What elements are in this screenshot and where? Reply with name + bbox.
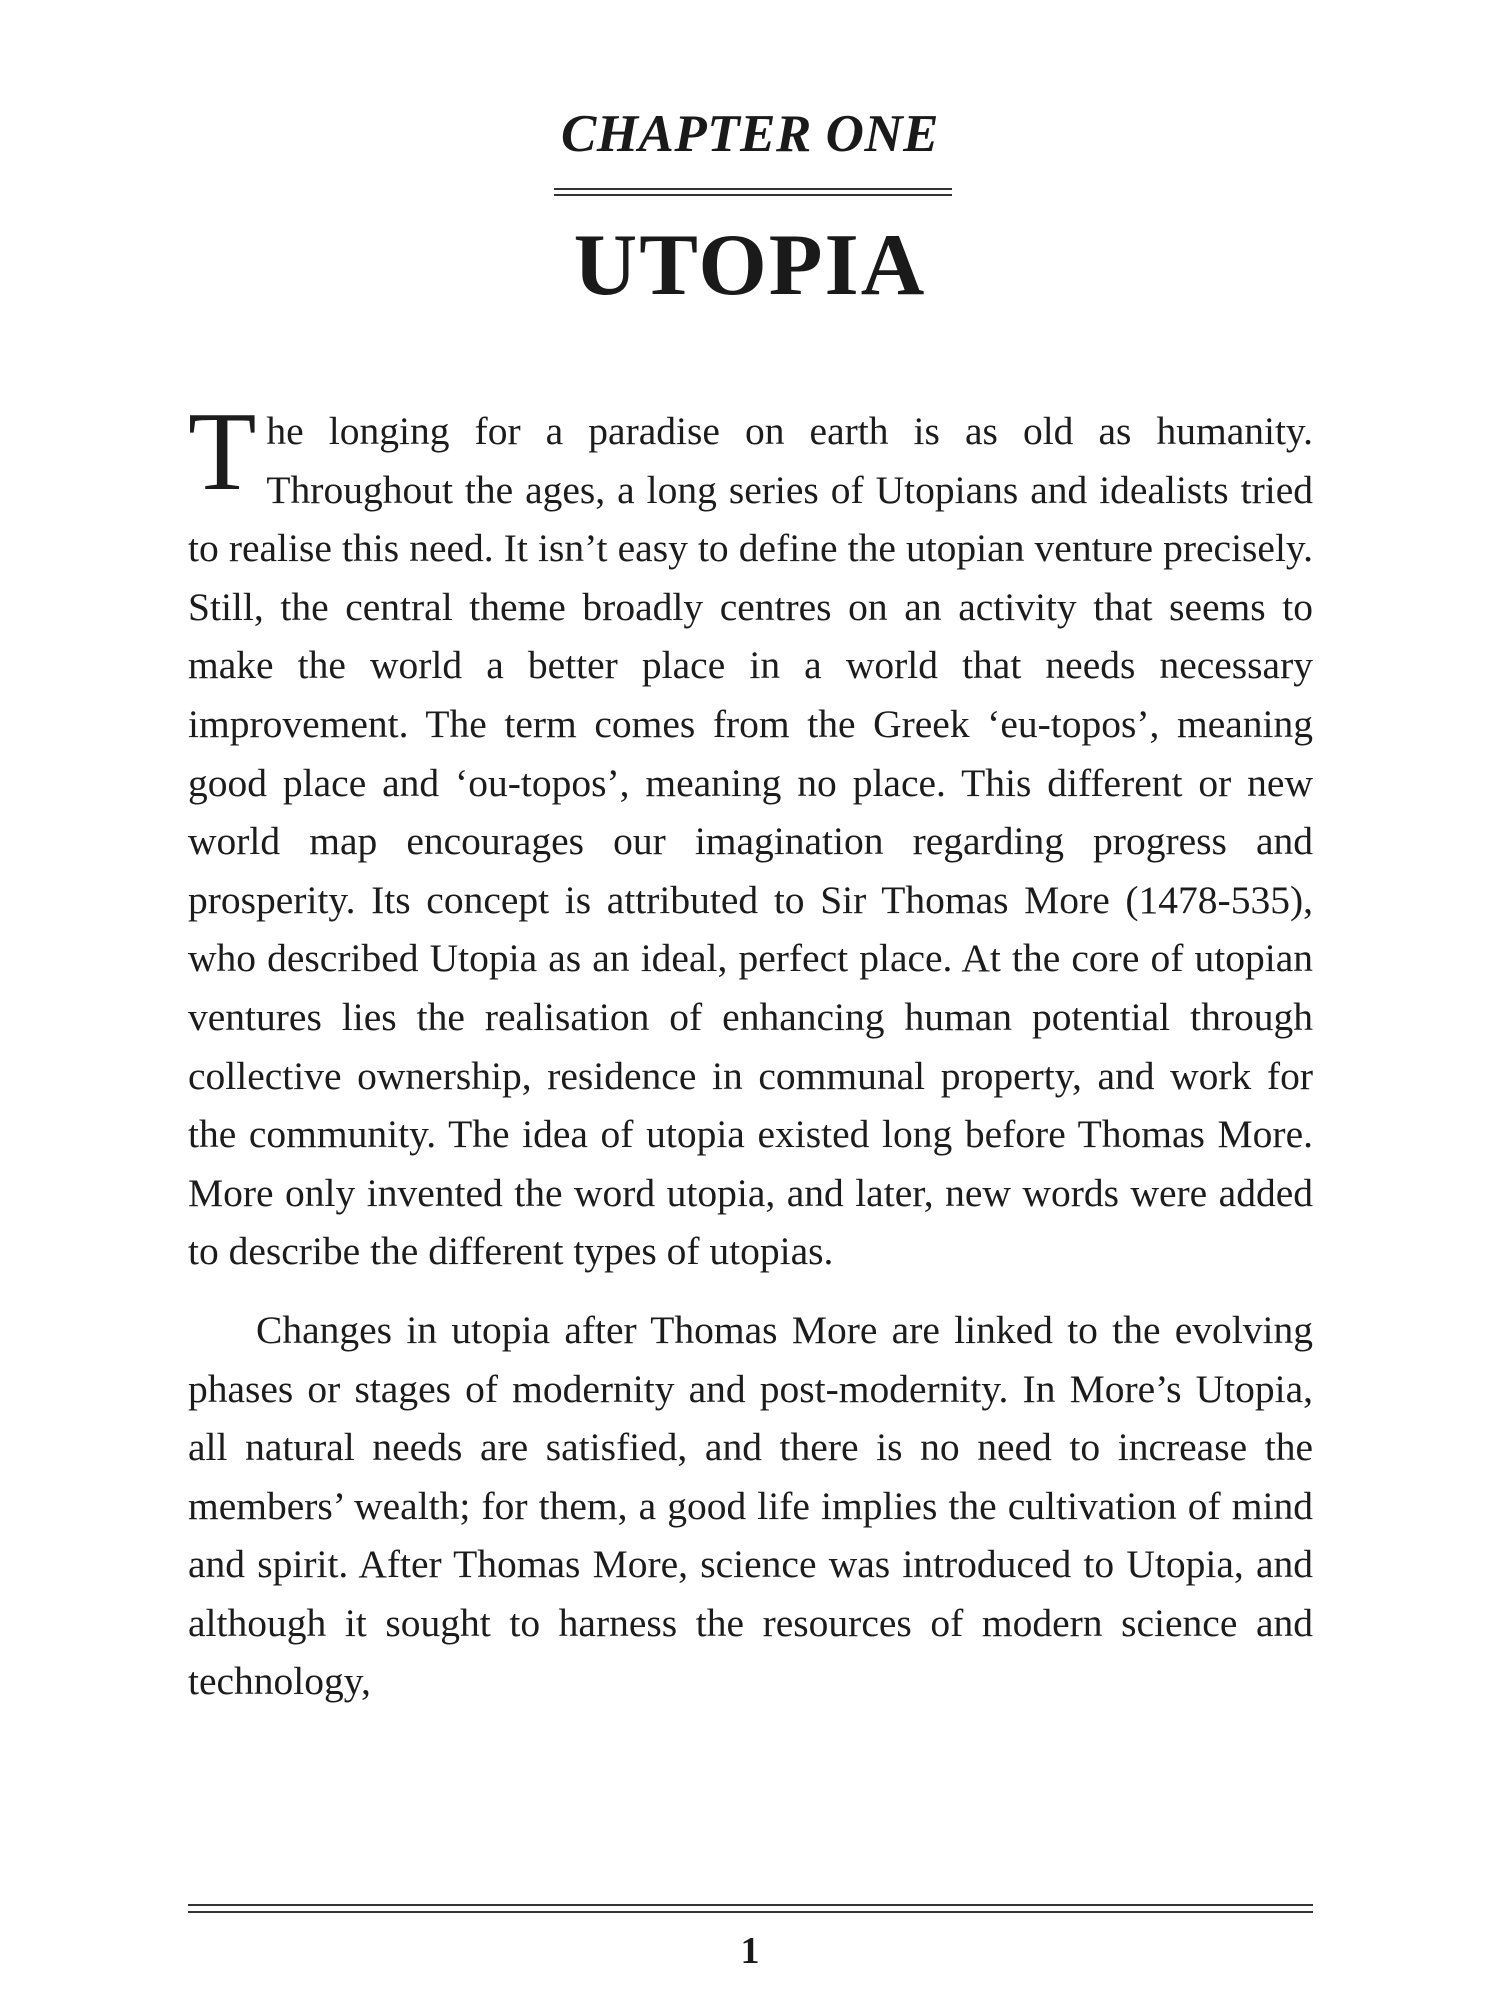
title-divider — [554, 188, 952, 190]
chapter-title: UTOPIA — [573, 217, 927, 314]
drop-cap: T — [188, 390, 257, 514]
paragraph-1-text: he longing for a paradise on earth is as old as humanity. Throughout the ages, a long series of Utopians and idealists tried to realise this need. It isn’t easy to define the utopian venture precisely. Still, the central theme broadly centres on an activity that seems to make the world a better place in a world that needs necessary improvement. The term comes from the Greek ‘eu-topos’, meaning good place and ‘ou-topos’, meaning no place. This different or new world map encourages our imagination regarding progress and prosperity. Its concept is attributed to Sir Thomas More (1478-535), who described Utopia as an ideal, perfect place. At the core of utopian ventures lies the realisation of enhancing human potential through collective ownership, residence in communal property, and work for the community. The idea of utopia existed long before Thomas More. More only invented the word utopia, and later, new words were added to describe the different types of utopias. — [188, 409, 1313, 1274]
page-number: 1 — [740, 1930, 760, 1972]
footer-divider — [188, 1904, 1313, 1906]
body-text — [188, 390, 1313, 1711]
paragraph-2: Changes in utopia after Thomas More are linked to the evolving phases or stages of modernity and post-modernity. In More’s Utopia, all natural needs are satisfied, and there is no need to increase the members’ wealth; for them, a good life implies the cultivation of mind and spirit. After Thomas More, science was introduced to Utopia, and although it sought to harness the resources of modern science and technology, — [188, 1307, 1313, 1704]
chapter-label: CHAPTER ONE — [560, 105, 940, 163]
paragraph-1 — [188, 390, 1313, 1281]
